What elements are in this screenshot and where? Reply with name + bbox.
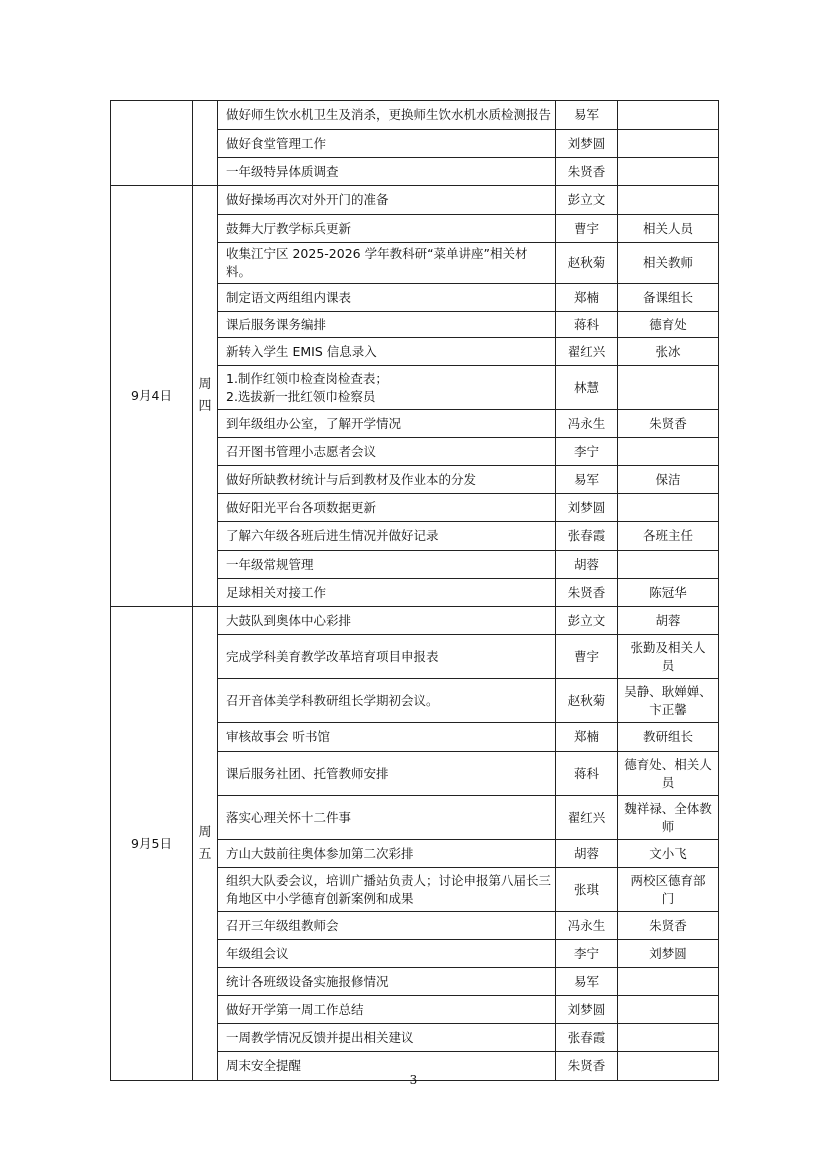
task-cell bbox=[218, 968, 556, 996]
task-cell bbox=[218, 410, 556, 438]
assist-cell bbox=[618, 551, 719, 579]
assist-cell bbox=[618, 494, 719, 522]
task-text-line2: 角地区中小学德育创新案例和成果 bbox=[226, 890, 414, 906]
assist-text: 文小飞 bbox=[649, 845, 687, 861]
assist-cell bbox=[618, 840, 719, 868]
owner-cell: 张春霞 bbox=[556, 1024, 618, 1052]
assist-text: 备课组长 bbox=[642, 289, 693, 305]
task-text: 做好开学第一周工作总结 bbox=[226, 1001, 364, 1017]
owner-cell: 赵秋菊 bbox=[556, 243, 618, 284]
assist-cell bbox=[618, 284, 719, 312]
task-cell bbox=[218, 551, 556, 579]
task-cell bbox=[218, 158, 556, 186]
task-text: 落实心理关怀十二件事 bbox=[226, 809, 352, 825]
assist-cell bbox=[618, 438, 719, 466]
task-cell bbox=[218, 607, 556, 635]
assist-text: 魏祥禄、全体教 bbox=[624, 800, 712, 816]
task-text: 召开图书管理小志愿者会议 bbox=[226, 443, 377, 459]
owner-cell: 易军 bbox=[556, 101, 618, 130]
table-row bbox=[111, 607, 719, 635]
assist-cell bbox=[618, 186, 719, 215]
owner-cell: 林慧 bbox=[556, 366, 618, 410]
owner-cell: 郑楠 bbox=[556, 284, 618, 312]
date-cell: 9月4日 bbox=[111, 186, 193, 607]
task-cell bbox=[218, 752, 556, 796]
owner-cell: 郑楠 bbox=[556, 723, 618, 752]
task-text: 方山大鼓前往奥体参加第二次彩排 bbox=[226, 845, 414, 861]
assist-cell bbox=[618, 466, 719, 494]
task-text: 统计各班级设备实施报修情况 bbox=[226, 973, 389, 989]
assist-text-line2: 员 bbox=[661, 774, 675, 790]
owner-cell: 翟红兴 bbox=[556, 796, 618, 840]
assist-cell bbox=[618, 996, 719, 1024]
assist-cell bbox=[618, 101, 719, 130]
task-text: 做好所缺教材统计与后到教材及作业本的分发 bbox=[226, 471, 477, 487]
date-cell: 9月5日 bbox=[111, 607, 193, 1081]
owner-cell: 刘梦圆 bbox=[556, 996, 618, 1024]
owner-cell: 曹宇 bbox=[556, 635, 618, 679]
weekday-char: 四 bbox=[198, 399, 212, 414]
task-cell bbox=[218, 1024, 556, 1052]
task-cell bbox=[218, 366, 556, 410]
task-cell bbox=[218, 130, 556, 158]
owner-cell: 冯永生 bbox=[556, 410, 618, 438]
task-text: 到年级组办公室，了解开学情况 bbox=[226, 415, 402, 431]
schedule-body bbox=[111, 101, 719, 1081]
task-text: 年级组会议 bbox=[226, 945, 289, 961]
owner-cell: 曹宇 bbox=[556, 215, 618, 243]
assist-cell bbox=[618, 579, 719, 607]
task-text: 一周教学情况反馈并提出相关建议 bbox=[226, 1029, 414, 1045]
task-cell bbox=[218, 840, 556, 868]
page-number: 3 bbox=[409, 1073, 418, 1087]
weekday-cell bbox=[193, 101, 218, 186]
assist-cell bbox=[618, 522, 719, 551]
assist-text: 教研组长 bbox=[642, 729, 693, 744]
task-text: 召开音体美学科教研组长学期初会议。 bbox=[226, 692, 439, 708]
task-cell bbox=[218, 338, 556, 366]
owner-cell: 李宁 bbox=[556, 438, 618, 466]
owner-cell: 易军 bbox=[556, 466, 618, 494]
assist-text: 相关教师 bbox=[642, 255, 693, 270]
task-text: 一年级特异体质调查 bbox=[226, 163, 339, 179]
table-row bbox=[111, 101, 719, 130]
assist-text: 朱贤香 bbox=[649, 917, 687, 933]
owner-cell: 易军 bbox=[556, 968, 618, 996]
task-cell bbox=[218, 996, 556, 1024]
task-text: 足球相关对接工作 bbox=[226, 584, 327, 600]
assist-cell bbox=[618, 607, 719, 635]
task-cell bbox=[218, 723, 556, 752]
assist-cell bbox=[618, 130, 719, 158]
task-text: 做好阳光平台各项数据更新 bbox=[226, 499, 377, 515]
assist-cell bbox=[618, 158, 719, 186]
weekday-cell bbox=[193, 186, 218, 607]
assist-cell bbox=[618, 312, 719, 338]
assist-cell bbox=[618, 410, 719, 438]
task-text: 鼓舞大厅教学标兵更新 bbox=[226, 220, 352, 236]
task-cell bbox=[218, 912, 556, 940]
task-text: 做好师生饮水机卫生及消杀，更换师生饮水机水质检测报告 bbox=[226, 107, 552, 122]
owner-cell: 朱贤香 bbox=[556, 158, 618, 186]
assist-text-line2: 师 bbox=[661, 818, 675, 834]
task-text: 做好食堂管理工作 bbox=[226, 135, 327, 151]
task-text: 收集江宁区 2025-2026 学年教科研“菜单讲座”相关材料。 bbox=[226, 246, 528, 279]
owner-cell: 胡蓉 bbox=[556, 840, 618, 868]
owner-cell: 李宁 bbox=[556, 940, 618, 968]
task-text: 做好操场再次对外开门的准备 bbox=[226, 192, 389, 207]
task-cell bbox=[218, 466, 556, 494]
assist-cell bbox=[618, 912, 719, 940]
assist-text: 保洁 bbox=[655, 471, 681, 487]
task-text: 1.制作红领巾检查岗检查表； bbox=[226, 370, 388, 386]
task-text: 大鼓队到奥体中心彩排 bbox=[226, 612, 352, 628]
owner-cell: 蒋科 bbox=[556, 312, 618, 338]
assist-text: 张冰 bbox=[655, 343, 681, 359]
table-row bbox=[111, 186, 719, 215]
task-cell bbox=[218, 284, 556, 312]
assist-cell bbox=[618, 243, 719, 284]
date-cell bbox=[111, 101, 193, 186]
owner-cell: 张琪 bbox=[556, 868, 618, 912]
task-text: 课后服务社团、托管教师安排 bbox=[226, 765, 389, 781]
task-cell bbox=[218, 679, 556, 723]
assist-cell bbox=[618, 635, 719, 679]
assist-text: 刘梦圆 bbox=[649, 945, 687, 961]
assist-text: 朱贤香 bbox=[649, 415, 687, 431]
task-cell bbox=[218, 635, 556, 679]
task-text: 课后服务课务编排 bbox=[226, 316, 327, 332]
assist-text: 胡蓉 bbox=[655, 612, 681, 628]
task-cell bbox=[218, 494, 556, 522]
task-cell bbox=[218, 579, 556, 607]
owner-cell: 冯永生 bbox=[556, 912, 618, 940]
assist-text: 德育处 bbox=[649, 316, 687, 332]
task-cell bbox=[218, 312, 556, 338]
owner-cell: 朱贤香 bbox=[556, 1052, 618, 1081]
task-cell bbox=[218, 243, 556, 284]
task-text: 完成学科美育教学改革培育项目申报表 bbox=[226, 648, 439, 664]
schedule-table bbox=[110, 100, 719, 1081]
assist-text: 两校区德育部 bbox=[630, 872, 706, 888]
task-cell bbox=[218, 522, 556, 551]
owner-cell: 翟红兴 bbox=[556, 338, 618, 366]
task-text: 制定语文两组组内课表 bbox=[226, 289, 352, 305]
owner-cell: 刘梦圆 bbox=[556, 494, 618, 522]
task-cell bbox=[218, 940, 556, 968]
task-text: 新转入学生 EMIS 信息录入 bbox=[226, 343, 377, 359]
weekday-char: 五 bbox=[198, 846, 212, 862]
task-cell bbox=[218, 438, 556, 466]
owner-cell: 胡蓉 bbox=[556, 551, 618, 579]
assist-text: 吴静、耿婵婵、 bbox=[624, 683, 712, 699]
task-cell bbox=[218, 868, 556, 912]
assist-text: 相关人员 bbox=[642, 220, 693, 236]
assist-cell bbox=[618, 796, 719, 840]
owner-cell: 彭立文 bbox=[556, 607, 618, 635]
assist-text: 各班主任 bbox=[642, 528, 693, 543]
assist-cell bbox=[618, 366, 719, 410]
owner-cell: 蒋科 bbox=[556, 752, 618, 796]
task-cell bbox=[218, 215, 556, 243]
owner-cell: 刘梦圆 bbox=[556, 130, 618, 158]
assist-text: 陈冠华 bbox=[649, 584, 687, 600]
owner-cell: 张春霞 bbox=[556, 522, 618, 551]
assist-cell bbox=[618, 215, 719, 243]
owner-cell: 赵秋菊 bbox=[556, 679, 618, 723]
assist-text-line2: 员 bbox=[661, 657, 675, 673]
assist-text: 张勤及相关人 bbox=[630, 639, 706, 655]
task-text: 一年级常规管理 bbox=[226, 556, 314, 572]
task-text: 了解六年级各班后进生情况并做好记录 bbox=[226, 528, 439, 543]
assist-cell bbox=[618, 940, 719, 968]
task-text: 召开三年级组教师会 bbox=[226, 917, 339, 933]
assist-cell bbox=[618, 1024, 719, 1052]
weekday-cell bbox=[193, 607, 218, 1081]
assist-text-line2: 卞正馨 bbox=[649, 701, 687, 717]
assist-cell bbox=[618, 968, 719, 996]
assist-text: 德育处、相关人 bbox=[624, 756, 712, 772]
owner-cell: 彭立文 bbox=[556, 186, 618, 215]
weekday-char: 周 bbox=[198, 377, 212, 392]
assist-cell bbox=[618, 752, 719, 796]
assist-cell bbox=[618, 679, 719, 723]
assist-cell bbox=[618, 868, 719, 912]
task-cell bbox=[218, 796, 556, 840]
assist-cell bbox=[618, 338, 719, 366]
weekday-char: 周 bbox=[198, 824, 212, 840]
task-cell bbox=[218, 186, 556, 215]
assist-text-line2: 门 bbox=[661, 890, 675, 906]
task-text-line2: 2.选拔新一批红领巾检察员 bbox=[226, 388, 376, 404]
task-cell bbox=[218, 101, 556, 130]
task-text: 组织大队委会议，培训广播站负责人；讨论申报第八届长三 bbox=[226, 872, 552, 888]
task-text: 周末安全提醒 bbox=[226, 1058, 302, 1073]
assist-cell bbox=[618, 723, 719, 752]
owner-cell: 朱贤香 bbox=[556, 579, 618, 607]
task-text: 审核故事会 听书馆 bbox=[226, 729, 330, 744]
